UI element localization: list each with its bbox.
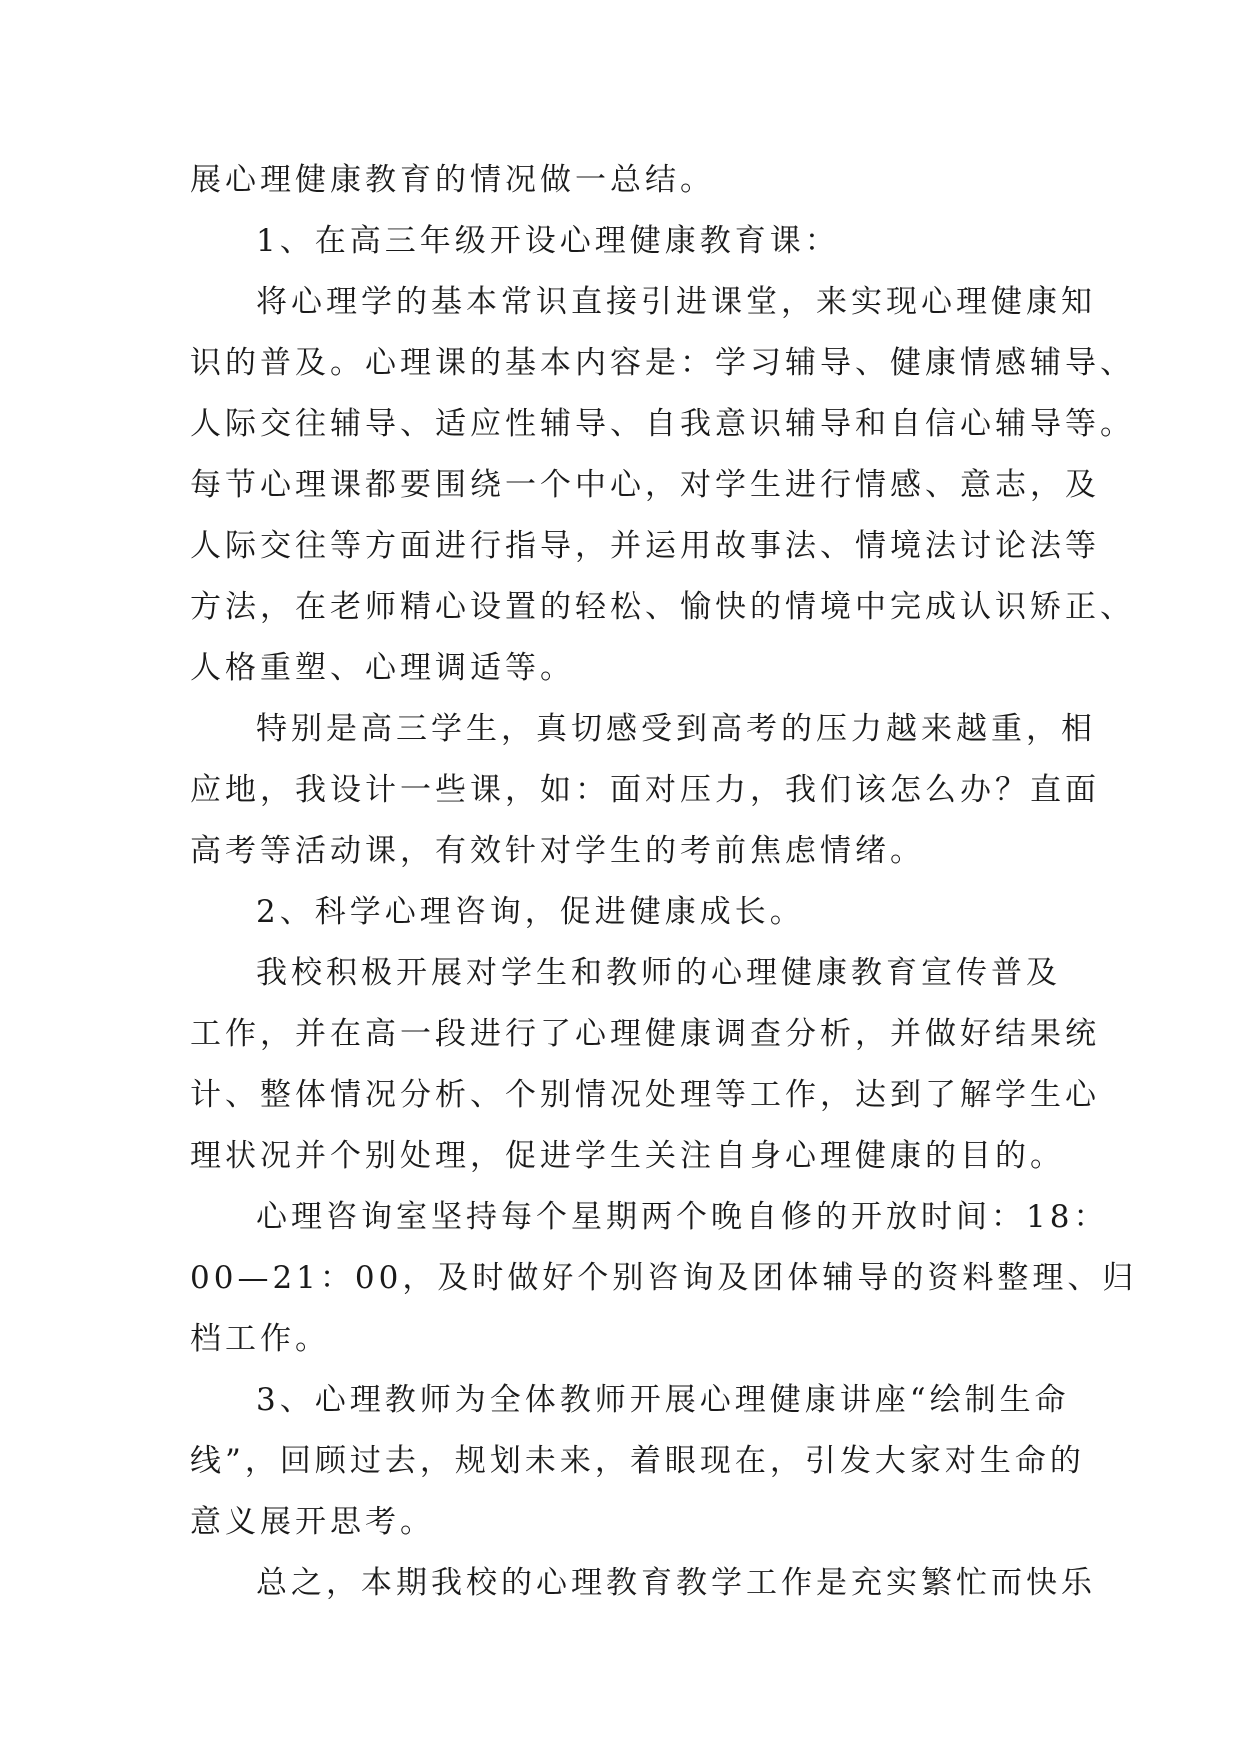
text-line: 3、心理教师为全体教师开展心理健康讲座“绘制生命 [256,1382,1070,1418]
text-line: 我校积极开展对学生和教师的心理健康教育宣传普及 [256,955,1061,991]
text-line: 每节心理课都要围绕一个中心，对学生进行情感、意志，及 [190,467,1100,503]
text-line: 方法，在老师精心设置的轻松、愉快的情境中完成认识矫正、 [190,589,1135,625]
text-line: 人际交往辅导、适应性辅导、自我意识辅导和自信心辅导等。 [190,406,1135,442]
text-line: 理状况并个别处理，促进学生关注自身心理健康的目的。 [190,1138,1065,1174]
text-line: 工作，并在高一段进行了心理健康调查分析，并做好结果统 [190,1016,1100,1052]
text-line: 档工作。 [190,1321,330,1357]
text-line: 线”，回顾过去，规划未来，着眼现在，引发大家对生命的 [190,1443,1085,1479]
text-line: 00—21：00，及时做好个别咨询及团体辅导的资料整理、归 [190,1260,1138,1296]
text-line: 识的普及。心理课的基本内容是：学习辅导、健康情感辅导、 [190,345,1135,381]
text-line: 高考等活动课，有效针对学生的考前焦虑情绪。 [190,833,925,869]
text-line: 意义展开思考。 [190,1504,435,1540]
text-line: 将心理学的基本常识直接引进课堂，来实现心理健康知 [256,284,1096,320]
body-text [190,150,1138,1614]
text-line: 计、整体情况分析、个别情况处理等工作，达到了解学生心 [190,1077,1100,1113]
text-line: 人格重塑、心理调适等。 [190,650,575,686]
text-line: 应地，我设计一些课，如：面对压力，我们该怎么办？直面 [190,772,1100,808]
text-line: 2、科学心理咨询，促进健康成长。 [256,894,805,930]
text-line: 人际交往等方面进行指导，并运用故事法、情境法讨论法等 [190,528,1100,564]
text-line: 心理咨询室坚持每个星期两个晚自修的开放时间：18： [256,1199,1109,1235]
text-line: 展心理健康教育的情况做一总结。 [190,162,715,198]
text-line: 1、在高三年级开设心理健康教育课： [256,223,840,259]
text-line: 特别是高三学生，真切感受到高考的压力越来越重，相 [256,711,1096,747]
text-line: 总之，本期我校的心理教育教学工作是充实繁忙而快乐 [256,1565,1096,1601]
